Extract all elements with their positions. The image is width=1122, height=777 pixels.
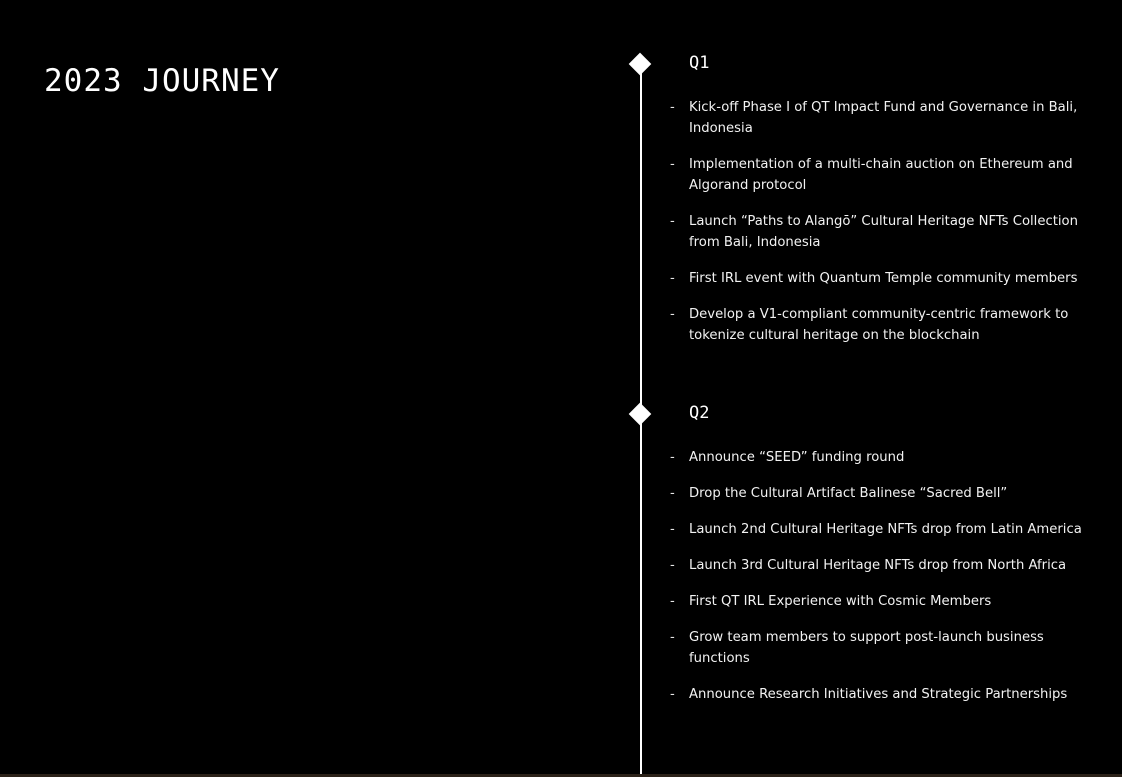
item-text: First QT IRL Experience with Cosmic Members	[689, 594, 992, 609]
bullet-dash: -	[670, 687, 675, 702]
bullet-dash: -	[670, 100, 675, 115]
bullet-dash: -	[670, 307, 675, 322]
bullet-dash: -	[670, 486, 675, 501]
list-item	[670, 483, 1090, 504]
item-text: First IRL event with Quantum Temple community members	[689, 271, 1078, 286]
item-text: Launch “Paths to Alangō” Cultural Heritage NFTs Collection from Bali, Indonesia	[689, 214, 1078, 250]
list-item	[670, 304, 1090, 346]
list-item	[670, 154, 1090, 196]
bullet-dash: -	[670, 450, 675, 465]
bullet-dash: -	[670, 214, 675, 229]
list-item	[670, 684, 1090, 705]
list-item	[670, 211, 1090, 253]
bullet-dash: -	[670, 558, 675, 573]
item-text: Drop the Cultural Artifact Balinese “Sacred Bell”	[689, 486, 1008, 501]
bullet-dash: -	[670, 594, 675, 609]
page-title: 2023 JOURNEY	[44, 63, 280, 99]
diamond-marker-icon	[629, 53, 652, 76]
item-text: Kick-off Phase I of QT Impact Fund and Governance in Bali, Indonesia	[689, 100, 1078, 136]
item-text: Grow team members to support post-launch business functions	[689, 630, 1044, 666]
diamond-marker-icon	[629, 403, 652, 426]
list-item	[670, 519, 1090, 540]
bullet-dash: -	[670, 522, 675, 537]
item-text: Announce “SEED” funding round	[689, 450, 905, 465]
list-item	[670, 97, 1090, 139]
list-item	[670, 447, 1090, 468]
list-item	[670, 268, 1090, 289]
list-item	[670, 555, 1090, 576]
item-text: Develop a V1-compliant community-centric framework to tokenize cultural heritage on the blockchain	[689, 307, 1069, 343]
quarter-q2-list	[670, 447, 1090, 720]
list-item	[670, 591, 1090, 612]
quarter-q1-list	[670, 97, 1090, 361]
bullet-dash: -	[670, 630, 675, 645]
item-text: Implementation of a multi-chain auction on Ethereum and Algorand protocol	[689, 157, 1073, 193]
bullet-dash: -	[670, 271, 675, 286]
item-text: Announce Research Initiatives and Strategic Partnerships	[689, 687, 1068, 702]
item-text: Launch 3rd Cultural Heritage NFTs drop from North Africa	[689, 558, 1067, 573]
list-item	[670, 627, 1090, 669]
quarter-label-q1: Q1	[689, 53, 710, 73]
item-text: Launch 2nd Cultural Heritage NFTs drop from Latin America	[689, 522, 1082, 537]
bullet-dash: -	[670, 157, 675, 172]
quarter-label-q2: Q2	[689, 403, 710, 423]
